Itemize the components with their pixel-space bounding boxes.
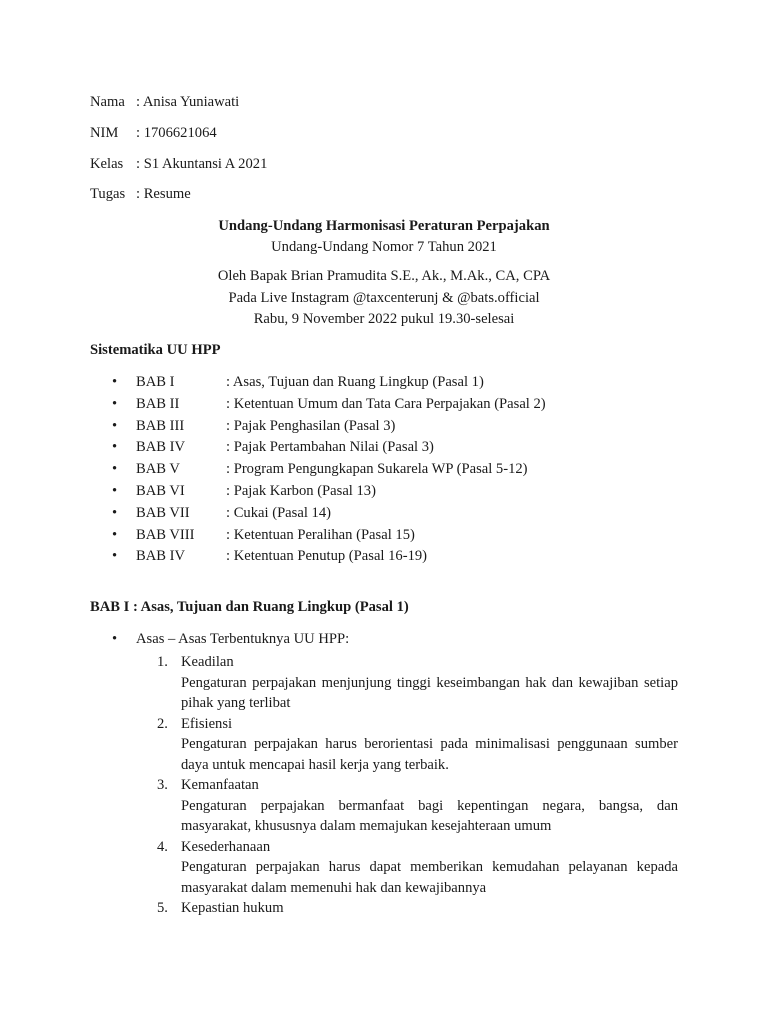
list-item xyxy=(155,775,678,837)
bab-list xyxy=(110,372,546,568)
meta-value: : Resume xyxy=(136,186,191,202)
asas-title: Efisiensi xyxy=(181,715,233,732)
bab-desc: : Ketentuan Umum dan Tata Cara Perpajakan (Pasal 2) xyxy=(226,395,546,412)
sistematika-heading: Sistematika UU HPP xyxy=(90,342,221,358)
bab-desc: : Pajak Pertambahan Nilai (Pasal 3) xyxy=(226,439,434,456)
list-item xyxy=(155,898,678,919)
bullet-icon: • xyxy=(112,395,118,412)
meta-value: : S1 Akuntansi A 2021 xyxy=(136,156,268,172)
list-item xyxy=(155,652,678,714)
speaker-line: Oleh Bapak Brian Pramudita S.E., Ak., M.Ak., CA, CPA xyxy=(217,268,551,284)
asas-title: Kepastian hukum xyxy=(181,900,284,916)
bab-desc: : Ketentuan Penutup (Pasal 16-19) xyxy=(226,548,428,565)
list-item xyxy=(155,714,678,776)
list-item xyxy=(110,372,546,394)
bab-desc: : Program Pengungkapan Sukarela WP (Pasal 5-12) xyxy=(226,461,528,478)
meta-value: : 1706621064 xyxy=(136,125,217,141)
list-number: 1. xyxy=(157,654,168,670)
bullet-icon: • xyxy=(112,439,118,456)
asas-desc: Pengaturan perpajakan harus berorientasi pada minimalisasi penggunaan sumber daya untuk mencapai hasil kerja yang terbaik. xyxy=(181,736,678,773)
bullet-icon: • xyxy=(112,461,118,478)
asas-list xyxy=(155,652,678,919)
list-number: 3. xyxy=(157,777,168,793)
list-number: 4. xyxy=(157,838,168,855)
bullet-icon: • xyxy=(112,631,118,647)
list-item xyxy=(110,437,546,459)
asas-desc: Pengaturan perpajakan harus dapat memberikan kemudahan pelayanan kepada masyarakat dalam memenuhi hak dan kewajibannya xyxy=(181,859,678,896)
bullet-icon: • xyxy=(112,526,118,543)
bab-code: BAB IV xyxy=(136,548,186,565)
bullet-icon: • xyxy=(112,374,118,390)
list-item xyxy=(110,546,546,568)
bab-code: BAB II xyxy=(136,395,180,412)
meta-label: Tugas xyxy=(90,186,126,202)
meta-value: : Anisa Yuniawati xyxy=(136,94,240,110)
meta-label: Nama xyxy=(90,94,125,110)
meta-label: Kelas xyxy=(90,156,124,172)
asas-intro-text: Asas – Asas Terbentuknya UU HPP: xyxy=(136,631,350,647)
asas-title: Kesederhanaan xyxy=(181,838,271,855)
bab-code: BAB V xyxy=(136,461,180,478)
meta-kelas-row xyxy=(90,154,267,174)
asas-desc: Pengaturan perpajakan bermanfaat bagi kepentingan negara, bangsa, dan masyarakat, khususnya dalam memajukan kesejahteraan umum xyxy=(181,797,678,834)
list-item xyxy=(110,503,546,525)
date-line: Rabu, 9 November 2022 pukul 19.30-selesai xyxy=(253,311,515,327)
document-subtitle: Undang-Undang Nomor 7 Tahun 2021 xyxy=(271,239,497,255)
bab-desc: : Pajak Karbon (Pasal 13) xyxy=(226,482,376,499)
list-item xyxy=(155,837,678,899)
bab1-heading: BAB I : Asas, Tujuan dan Ruang Lingkup (Pasal 1) xyxy=(90,599,409,615)
list-item xyxy=(110,416,546,438)
bullet-icon: • xyxy=(112,417,118,434)
list-number: 5. xyxy=(157,900,168,916)
list-item xyxy=(110,481,546,503)
bullet-icon: • xyxy=(112,482,118,499)
bab-code: BAB VII xyxy=(136,504,190,521)
bab-desc: : Asas, Tujuan dan Ruang Lingkup (Pasal 1) xyxy=(226,374,484,390)
list-item xyxy=(110,394,546,416)
list-number: 2. xyxy=(157,715,168,732)
asas-desc: Pengaturan perpajakan menjunjung tinggi keseimbangan hak dan kewajiban setiap pihak yang terlibat xyxy=(181,674,678,711)
bab-code: BAB VIII xyxy=(136,526,195,543)
bullet-icon: • xyxy=(112,548,118,565)
meta-name-row xyxy=(90,92,239,112)
bab-desc: : Cukai (Pasal 14) xyxy=(226,504,331,521)
asas-title: Keadilan xyxy=(181,654,234,670)
bab-code: BAB VI xyxy=(136,482,185,499)
asas-title: Kemanfaatan xyxy=(181,777,259,793)
bab-code: BAB III xyxy=(136,417,185,434)
document-title: Undang-Undang Harmonisasi Peraturan Perpajakan xyxy=(218,218,550,234)
bullet-icon: • xyxy=(112,504,118,521)
venue-line: Pada Live Instagram @taxcenterunj & @bats.official xyxy=(228,290,540,306)
list-item xyxy=(110,459,546,481)
asas-intro xyxy=(110,629,349,649)
meta-tugas-row xyxy=(90,184,191,204)
bab-code: BAB IV xyxy=(136,439,186,456)
bab-code: BAB I xyxy=(136,374,175,390)
meta-label: NIM xyxy=(90,125,119,141)
meta-nim-row xyxy=(90,123,217,143)
bab-desc: : Pajak Penghasilan (Pasal 3) xyxy=(226,417,396,434)
bab-desc: : Ketentuan Peralihan (Pasal 15) xyxy=(226,526,415,543)
list-item xyxy=(110,525,546,547)
